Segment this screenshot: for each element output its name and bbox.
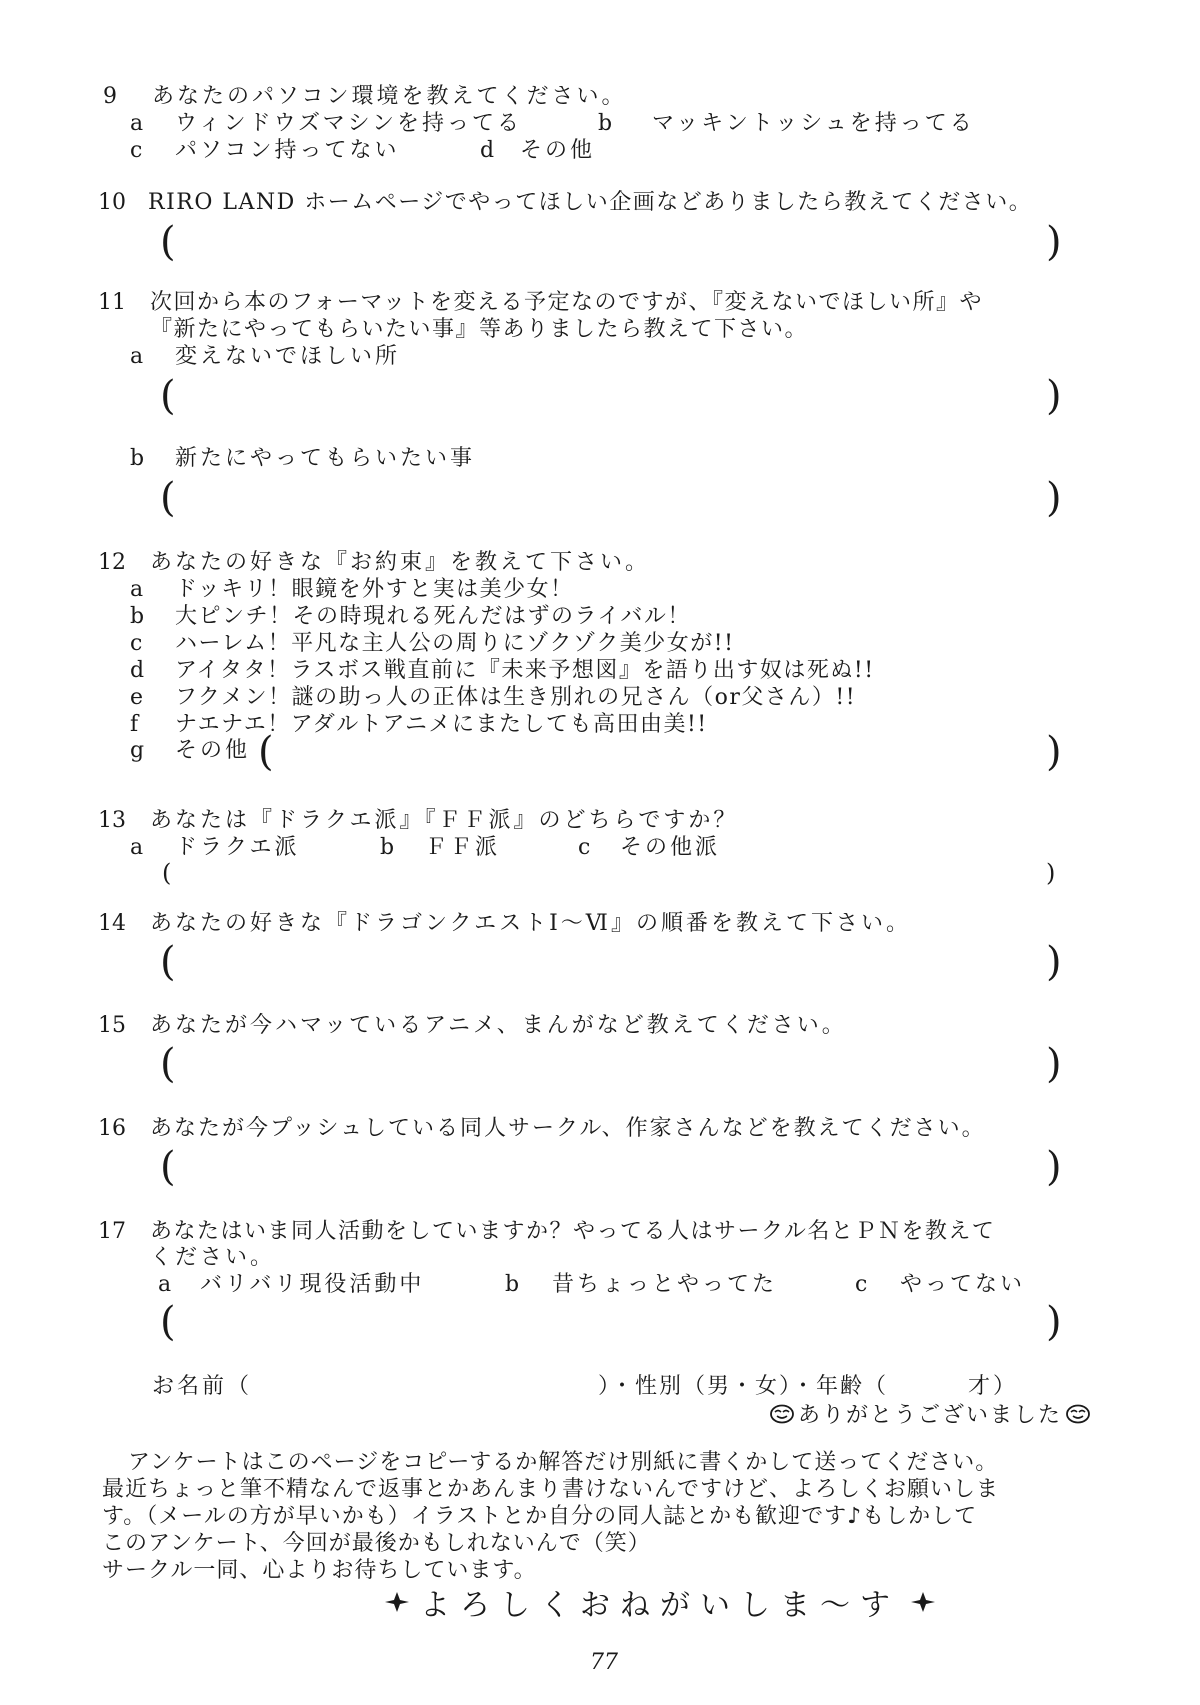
q10-answer-open-paren: ( (160, 219, 176, 265)
question-10-number: 10 (98, 190, 126, 215)
q13-answer-open-paren: ( (162, 859, 172, 887)
q12-option-text: ハーレム！平凡な主人公の周りにゾクゾク美少女が!! (175, 631, 735, 656)
q12-option-text: ドッキリ！眼鏡を外すと実は美少女！ (175, 577, 574, 602)
question-17-line2: ください。 (150, 1245, 276, 1270)
q17-option-a-text: バリバリ現役活動中 (200, 1272, 425, 1297)
question-11-line2: 『新たにやってもらいたい事』等ありましたら教えて下さい。 (150, 317, 809, 342)
note-line-5: サークル一同、心よりお待ちしています。 (102, 1558, 537, 1583)
q15-answer-open-paren: ( (160, 1041, 176, 1087)
q13-answer-close-paren: ) (1046, 859, 1056, 887)
q12-option-text: ナエナエ！アダルトアニメにまたしても高田由美!! (175, 712, 708, 737)
q11-option-b-text: 新たにやってもらいたい事 (175, 446, 476, 471)
q16-answer-open-paren: ( (160, 1144, 176, 1190)
q12g-answer-close-paren: ) (1046, 729, 1062, 775)
question-13-text: あなたは『ドラクエ派』『ＦＦ派』のどちらですか？ (150, 808, 739, 833)
q9-option-d-label: d (480, 138, 498, 163)
question-14-number: 14 (98, 911, 126, 936)
question-14-text: あなたの好きな『ドラゴンクエストⅠ～Ⅵ』の順番を教えて下さい。 (150, 911, 911, 936)
sparkle-bullet-icon (910, 1591, 936, 1613)
question-15-number: 15 (98, 1013, 126, 1038)
q17-option-b-label: b (505, 1272, 523, 1297)
gender-age-field-label: ）・性別（男・女）・年齢（ (598, 1374, 889, 1399)
q15-answer-close-paren: ) (1046, 1041, 1062, 1087)
q11-option-a-text: 変えないでほしい所 (175, 344, 401, 369)
q9-option-a-label: a (130, 111, 147, 136)
q12-option-label: d (130, 658, 148, 683)
smiley-face-icon (770, 1404, 794, 1424)
q10-answer-close-paren: ) (1046, 219, 1062, 265)
q12-option-text: その他 (175, 738, 251, 763)
q11b-answer-close-paren: ) (1046, 475, 1062, 521)
q9-option-b-label: b (598, 111, 616, 136)
age-suffix-label: 才） (968, 1374, 1019, 1399)
question-17-line1: あなたはいま同人活動をしていますか？やってる人はサークル名とＰＮを教えて (150, 1219, 996, 1244)
q12-option-label: a (130, 577, 147, 602)
question-16-number: 16 (98, 1116, 126, 1141)
q12-option-text: 大ピンチ！その時現れる死んだはずのライバル！ (175, 604, 691, 629)
question-10-text: RIRO LAND ホームページでやってほしい企画などありましたら教えてください。 (148, 190, 1033, 215)
q12-option-text: アイタタ！ラスボス戦直前に『未来予想図』を語り出す奴は死ぬ!! (175, 658, 875, 683)
q13-option-a-label: a (130, 835, 147, 860)
question-11-number: 11 (98, 290, 126, 315)
q14-answer-open-paren: ( (160, 939, 176, 985)
note-line-2: 最近ちょっと筆不精なんで返事とかあんまり書けないんですけど、よろしくお願いしま (102, 1477, 1000, 1502)
q12-option-text: フクメン！謎の助っ人の正体は生き別れの兄さん（or父さん）!! (175, 685, 857, 710)
question-9-number: 9 (103, 84, 117, 109)
q9-option-a-text: ウィンドウズマシンを持ってる (175, 111, 523, 136)
q12g-answer-open-paren: ( (258, 729, 274, 775)
question-12-text: あなたの好きな『お約束』を教えて下さい。 (150, 550, 651, 575)
question-11-line1: 次回から本のフォーマットを変える予定なのですが、『変えないでほしい所』や (150, 290, 984, 315)
question-15-text: あなたが今ハマッているアニメ、まんがなど教えてください。 (150, 1013, 847, 1038)
thanks-text: ありがとうございました (798, 1403, 1063, 1428)
q11b-answer-open-paren: ( (160, 475, 176, 521)
thanks-line (770, 1398, 1090, 1429)
q12-option-label: e (130, 685, 147, 710)
q16-answer-close-paren: ) (1046, 1144, 1062, 1190)
q11-option-a-label: a (130, 344, 147, 369)
sparkle-bullet-icon (384, 1591, 410, 1613)
q17-option-a-label: a (158, 1272, 175, 1297)
q11a-answer-open-paren: ( (160, 373, 176, 419)
q9-option-c-text: パソコン持ってない (175, 138, 400, 163)
note-line-3: す。（メールの方が早いかも）イラストとか自分の同人誌とかも歓迎です♪もしかして (102, 1504, 978, 1529)
q14-answer-close-paren: ) (1046, 939, 1062, 985)
q9-option-b-text: マッキントッシュを持ってる (652, 111, 975, 136)
q17-option-c-text: やってない (900, 1272, 1026, 1297)
closing-line (384, 1580, 936, 1624)
q13-option-b-label: b (380, 835, 398, 860)
q11-option-b-label: b (130, 446, 148, 471)
q13-option-a-text: ドラクエ派 (175, 835, 300, 860)
q12-option-label: f (130, 712, 142, 737)
note-line-1: アンケートはこのページをコピーするか解答だけ別紙に書くかして送ってください。 (128, 1450, 999, 1475)
question-13-number: 13 (98, 808, 126, 833)
smiley-face-icon (1066, 1404, 1090, 1424)
q17-option-c-label: c (855, 1272, 871, 1297)
question-17-number: 17 (98, 1219, 126, 1244)
question-16-text: あなたが今プッシュしている同人サークル、作家さんなどを教えてください。 (150, 1116, 986, 1141)
question-12-number: 12 (98, 550, 126, 575)
q13-option-c-text: その他派 (620, 835, 721, 860)
name-field-label: お名前（ (152, 1374, 253, 1399)
q12-option-label: b (130, 604, 148, 629)
closing-text: よろしくおねがいしま～す (420, 1588, 900, 1623)
q12-option-label: g (130, 738, 148, 763)
q13-option-b-text: ＦＦ派 (425, 835, 501, 860)
q9-option-d-text: その他 (520, 138, 596, 163)
question-9-text: あなたのパソコン環境を教えてください。 (152, 84, 627, 109)
page-number: 77 (590, 1650, 618, 1675)
q17-answer-open-paren: ( (160, 1299, 176, 1345)
q12-option-label: c (130, 631, 146, 656)
q11a-answer-close-paren: ) (1046, 373, 1062, 419)
q9-option-c-label: c (130, 138, 146, 163)
q13-option-c-label: c (578, 835, 594, 860)
q17-answer-close-paren: ) (1046, 1299, 1062, 1345)
q17-option-b-text: 昔ちょっとやってた (552, 1272, 778, 1297)
note-line-4: このアンケート、今回が最後かもしれないんで（笑） (102, 1531, 651, 1556)
